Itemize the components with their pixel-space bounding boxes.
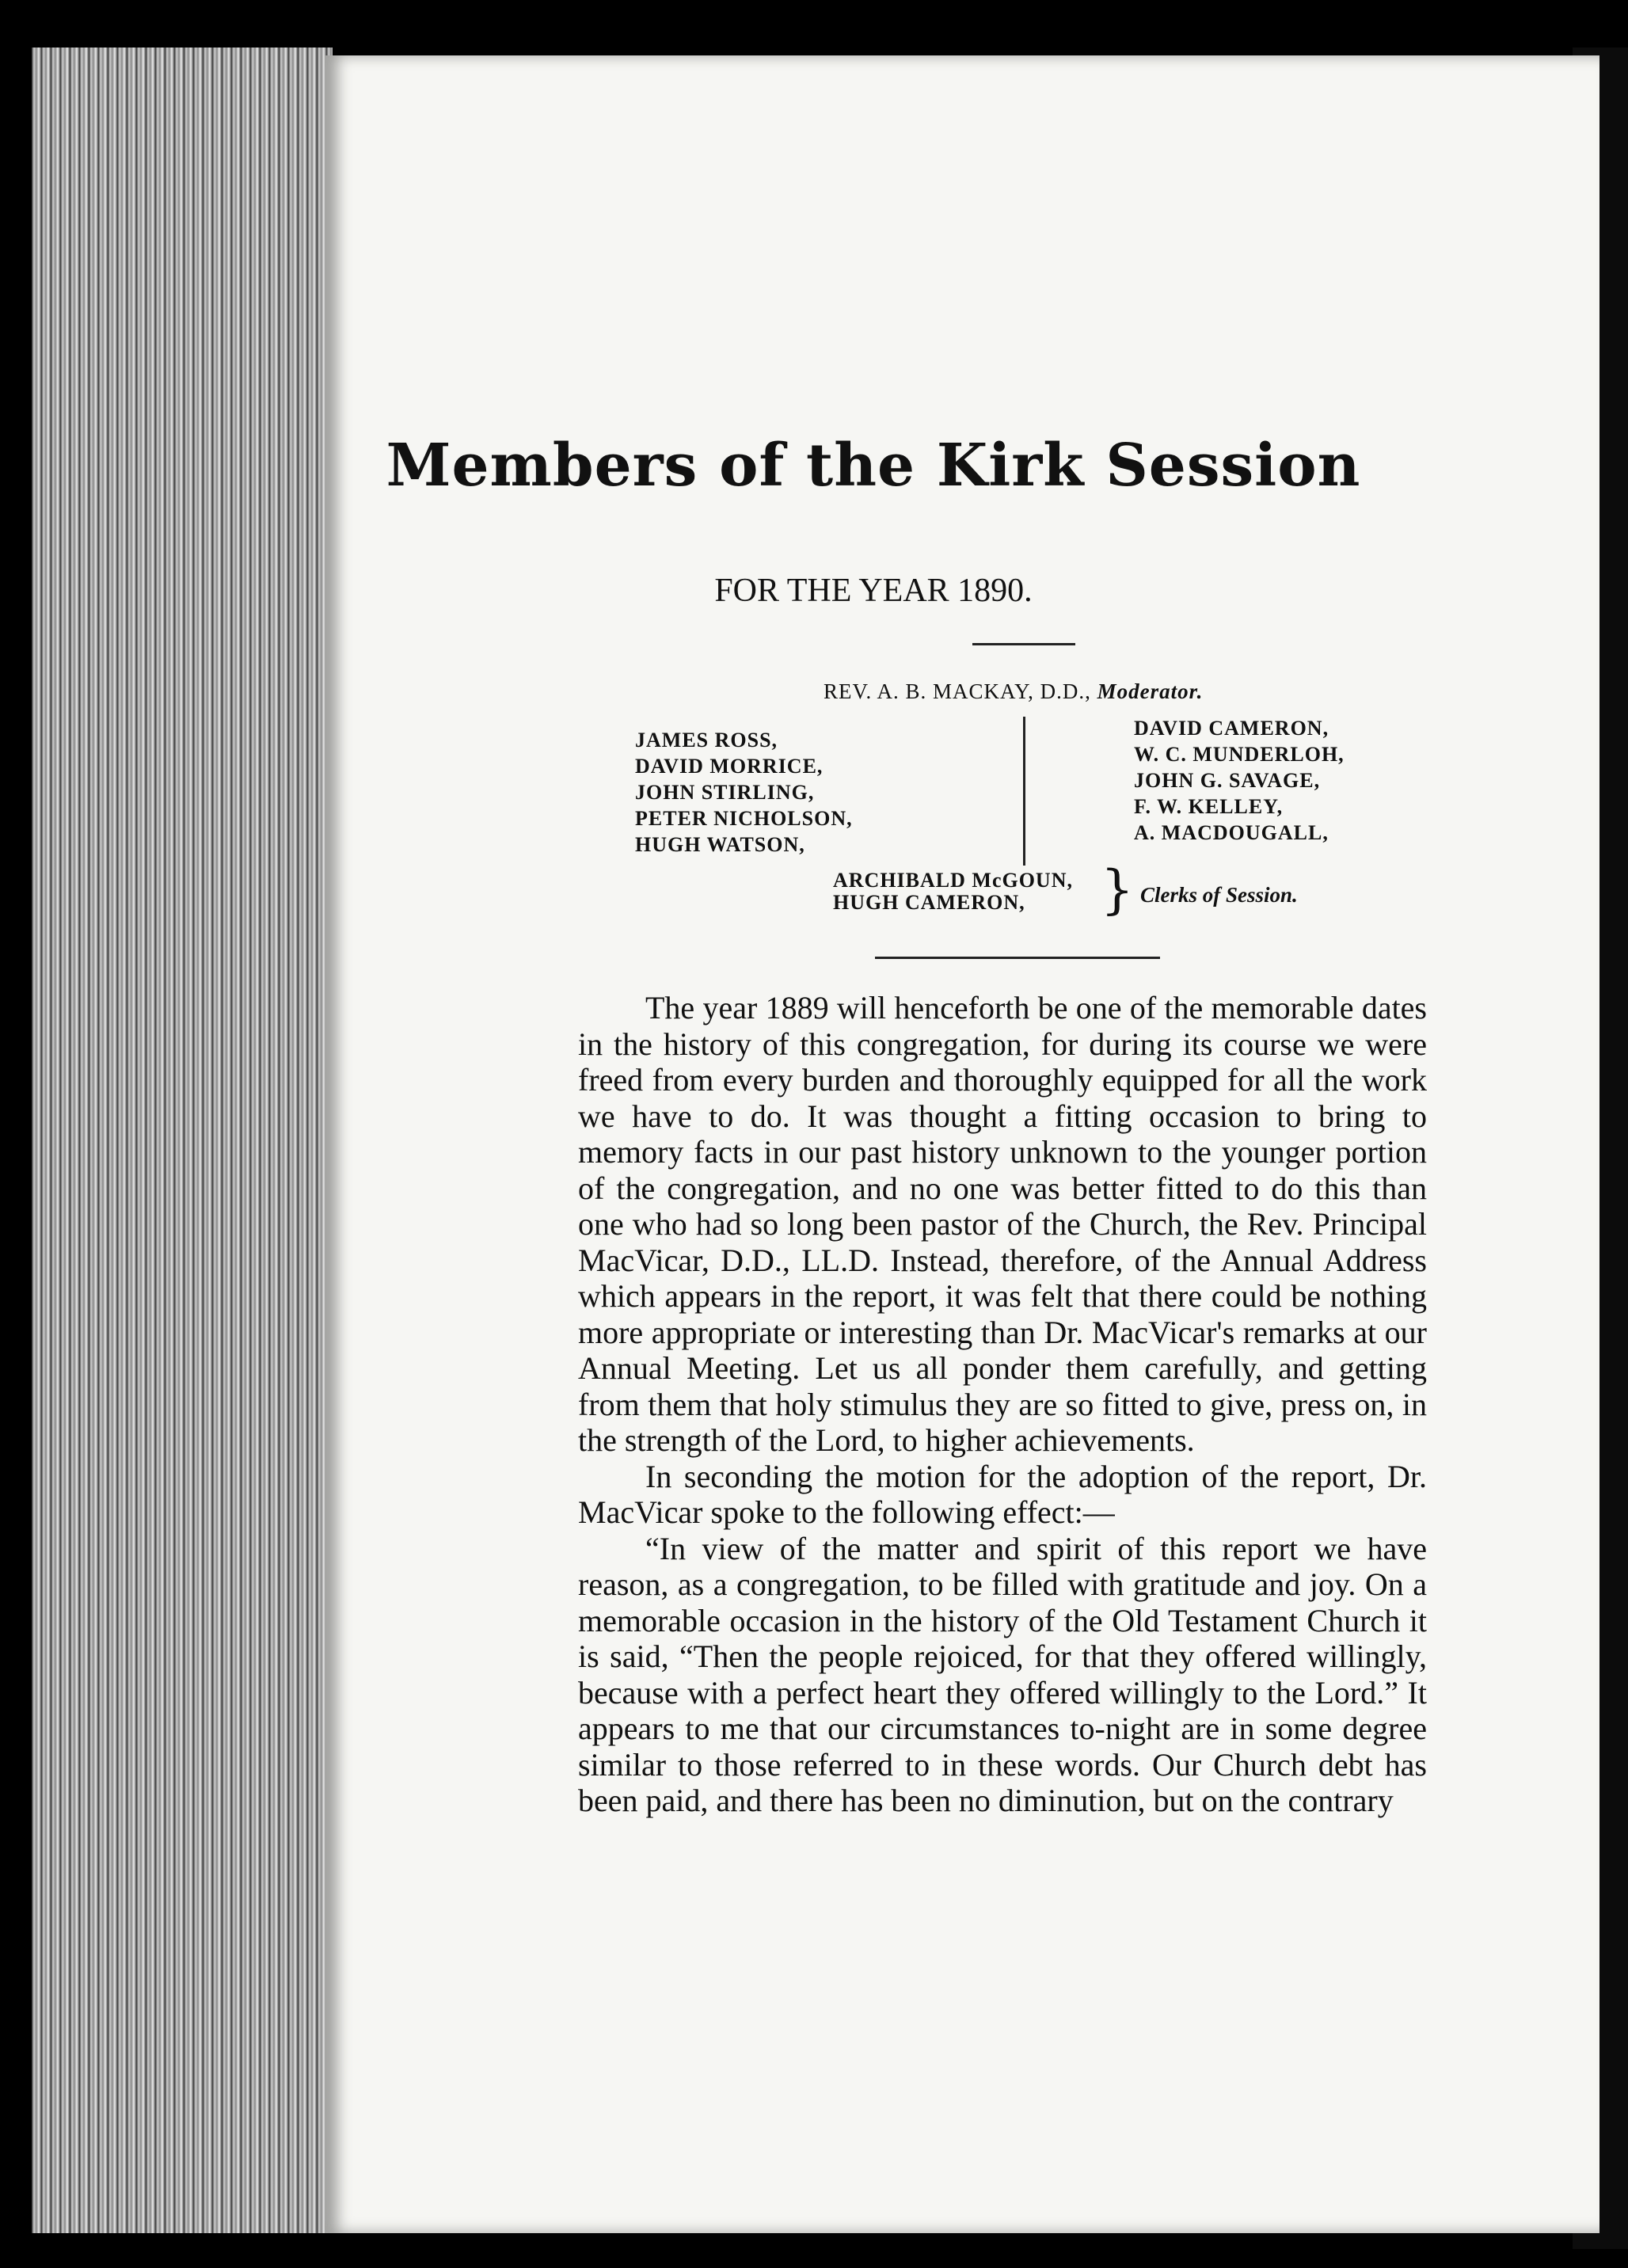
member-name: W. C. MUNDERLOH, (1134, 743, 1345, 766)
member-name: JOHN STIRLING, (635, 781, 815, 804)
member-name: A. MACDOUGALL, (1134, 821, 1329, 844)
moderator-role: Moderator. (1097, 679, 1204, 703)
moderator-name: REV. A. B. MACKAY, D.D., (824, 679, 1091, 703)
moderator-line (824, 679, 1203, 704)
member-name: JOHN G. SAVAGE, (1134, 769, 1321, 792)
member-name: PETER NICHOLSON, (635, 807, 853, 830)
title-divider (972, 643, 1075, 645)
column-divider (1023, 717, 1025, 866)
member-name: DAVID CAMERON, (1134, 717, 1329, 740)
members-left-column (635, 727, 853, 858)
body-text (578, 990, 1427, 1819)
page-title: Members of the Kirk Session (386, 432, 1361, 500)
member-name: JAMES ROSS, (635, 729, 778, 752)
clerk-name: HUGH CAMERON, (833, 891, 1025, 914)
clerks-role: Clerks of Session. (1140, 883, 1298, 907)
section-divider (875, 957, 1160, 959)
members-right-column (1134, 715, 1345, 846)
member-name: HUGH WATSON, (635, 833, 805, 856)
paragraph: The year 1889 will henceforth be one of the memorable dates in the history of this congregation, for during its course we were freed from every burden and thoroughly equipped for all the work we have to do. It was thought a fitting occasion to bring to memory facts in our past history unknown to the younger portion of the congregation, and no one was better fitted to do this than one who had so long been pastor of the Church, the Rev. Principal MacVicar, D.D., LL.D. Instead, therefore, of the Annual Address which appears in the report, it was felt that there could be nothing more appropriate or interesting than Dr. MacVicar's remarks at our Annual Meeting. Let us all ponder them carefully, and getting from them that holy stimulus they are so fitted to give, press on, in the strength of the Lord, to higher achievements. (578, 990, 1427, 1458)
member-name: DAVID MORRICE, (635, 755, 824, 778)
member-name: F. W. KELLEY, (1134, 795, 1284, 818)
brace-glyph: } (1101, 859, 1134, 920)
clerks-list (833, 870, 1073, 914)
clerk-name: ARCHIBALD McGOUN, (833, 869, 1073, 892)
page-subtitle: FOR THE YEAR 1890. (714, 573, 1033, 609)
paragraph: “In view of the matter and spirit of this report we have reason, as a congregation, to be filled with gratitude and joy. On a memorable occasion in the history of the Old Testament Church it is said, “Then the people rejoiced, for that they offered willingly, because with a perfect heart they offered willingly to the Lord.” It appears to me that our circumstances to-night are in some degree similar to those referred to in these words. Our Church debt has been paid, and there has been no diminution, but on the contrary (578, 1530, 1427, 1818)
paragraph: In seconding the motion for the adoption of the report, Dr. MacVicar spoke to the following effect:— (578, 1458, 1427, 1530)
book-page-edges (32, 48, 333, 2233)
